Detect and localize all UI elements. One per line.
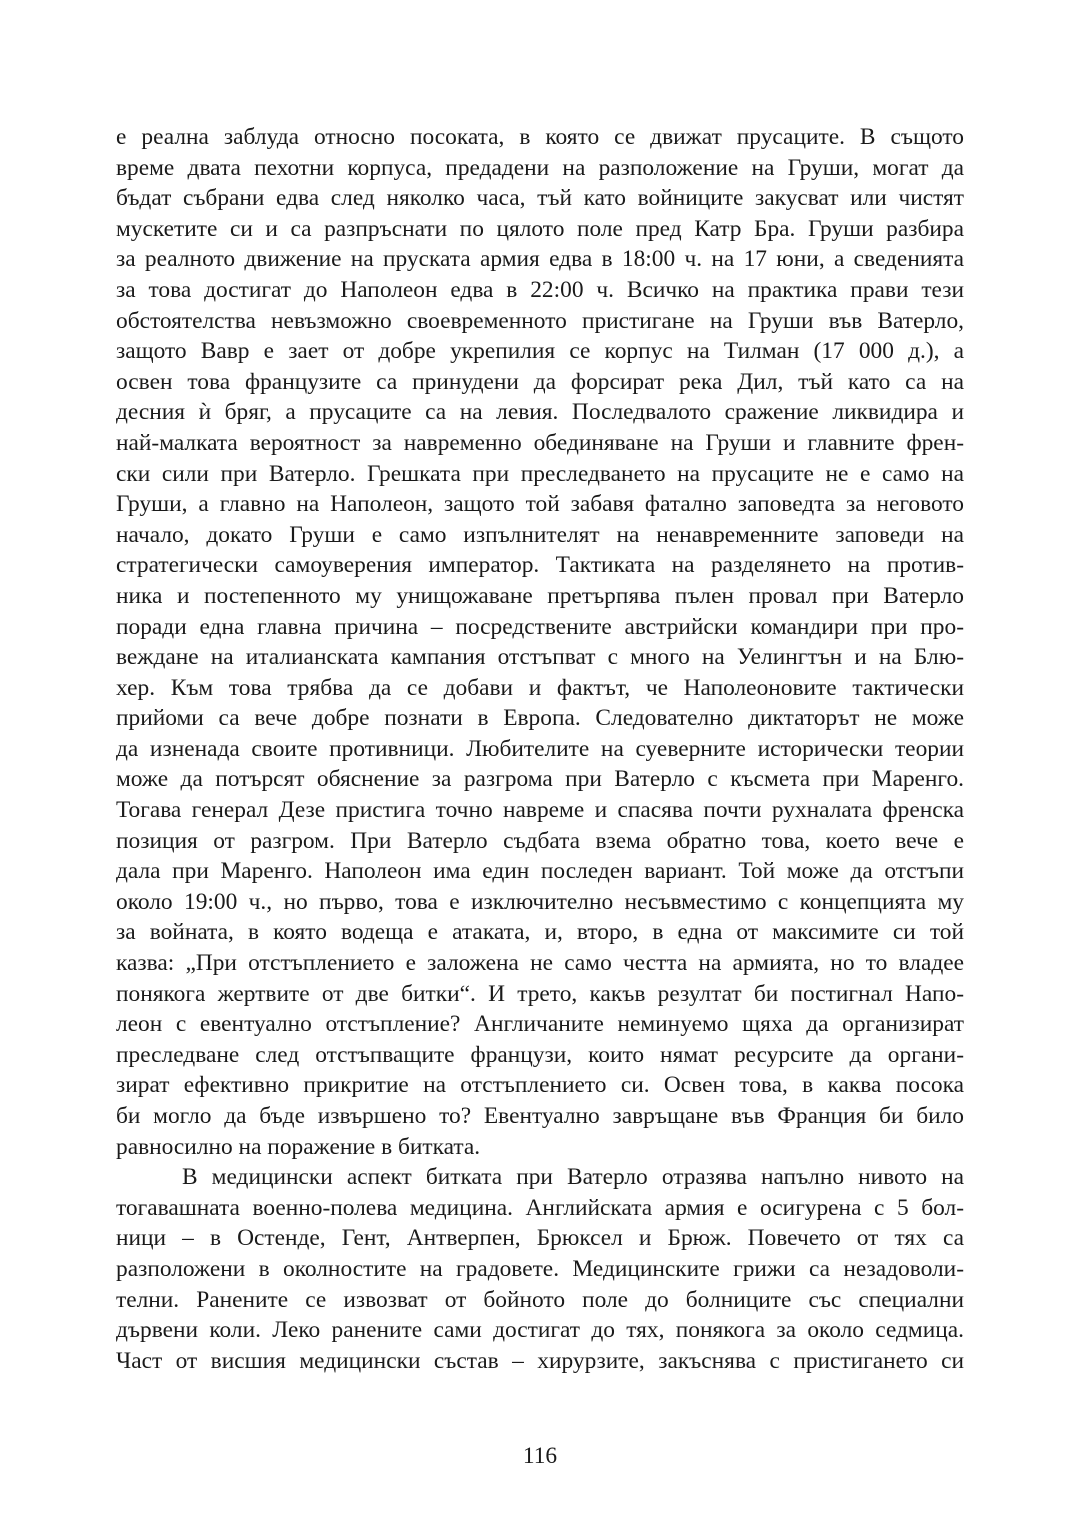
text-line: за това достигат до Наполеон едва в 22:00 ч. Всичко на практика прави тези — [116, 276, 964, 303]
text-line: преследване след отстъпващите французи, които нямат ресурсите да органи- — [116, 1041, 964, 1068]
text-line: понякога жертвите от две битки“. И трето, какъв резултат би постигнал Напо- — [116, 980, 964, 1007]
text-line: ници – в Остенде, Гент, Антверпен, Брюксел и Брюж. Повечето от тях са — [116, 1225, 964, 1252]
text-line: веждане на италианската кампания отстъпват с много на Уелингтън и на Блю- — [116, 644, 964, 671]
text-line: обстоятелства невъзможно своевременното пристигане на Груши във Ватерло, — [116, 307, 964, 334]
paragraph-2 — [116, 1162, 964, 1376]
text-line: дала при Маренго. Наполеон има един последен вариант. Той може да отстъпи — [116, 858, 964, 885]
text-line: защото Вавр е зает от добре укрепилия се корпус на Тилман (17 000 д.), а — [116, 338, 964, 365]
text-line: би могло да бъде извършено то? Евентуално завръщане във Франция би било — [116, 1103, 964, 1129]
text-line: позиция от разгром. При Ватерло съдбата взема обратно това, което вече е — [116, 827, 964, 854]
text-line: десния ѝ бряг, а прусаците са на левия. Последвалото сражение ликвидира и — [116, 399, 964, 426]
text-line: равносилно на поражение в битката. — [116, 1133, 481, 1160]
text-line: прийоми са вече добре познати в Европа. Следователно диктаторът не може — [116, 705, 964, 732]
text-line: за реалното движение на пруската армия едва в 18:00 ч. на 17 юни, а сведенията — [116, 246, 964, 273]
text-line: Груши, а главно на Наполеон, защото той забавя фатално заповедта за неговото — [116, 491, 964, 518]
page-body — [116, 122, 964, 1376]
text-line: Част от висшия медицински състав – хирурзите, закъснява с пристигането си — [116, 1347, 964, 1374]
text-line: В медицински аспект битката при Ватерло отразява напълно нивото на — [182, 1164, 964, 1191]
text-line: време двата пехотни корпуса, предадени на разположение на Груши, могат да — [116, 154, 964, 181]
page-number: 116 — [522, 1443, 558, 1469]
text-line: поради една главна причина – посредствените австрийски командири при про- — [116, 613, 964, 640]
text-line: разположени в околностите на градовете. Медицинските грижи са незадоволи- — [116, 1255, 964, 1282]
paragraph-1 — [116, 122, 964, 1162]
text-line: дървени коли. Леко ранените сами достигат до тях, понякога за около седмица. — [116, 1317, 964, 1344]
text-line: хер. Към това трябва да се добави и фактът, че Наполеоновите тактически — [116, 674, 964, 701]
text-line: телни. Ранените се извозват от бойното поле до болниците със специални — [116, 1286, 964, 1313]
text-line: ски сили при Ватерло. Грешката при преследването на прусаците не е само на — [116, 460, 964, 487]
text-line: освен това французите са принудени да форсират река Дил, тъй като са на — [116, 368, 964, 395]
text-line: тогавашната военно-полева медицина. Английската армия е осигурена с 5 бол- — [116, 1194, 964, 1221]
text-line: начало, докато Груши е само изпълнителят на ненавременните заповеди на — [116, 521, 964, 548]
text-line: Тогава генерал Дезе пристига точно навреме и спасява почти рухналата френска — [116, 797, 964, 824]
text-line: леон с евентуално отстъпление? Англичаните неминуемо щяха да организират — [116, 1011, 964, 1038]
text-line: може да потърсят обяснение за разгрома при Ватерло с късмета при Маренго. — [116, 766, 964, 793]
text-line: зират ефективно прикритие на отстъплението си. Освен това, в каква посока — [116, 1072, 964, 1099]
text-line: ника и постепенното му унищожаване претърпява пълен провал при Ватерло — [116, 582, 964, 609]
text-line: около 19:00 ч., но първо, това е изключително несъвместимо с концепцията му — [116, 888, 964, 915]
text-line: най-малката вероятност за навременно обединяване на Груши и главните френ- — [116, 429, 964, 456]
text-line: стратегически самоуверения император. Тактиката на разделянето на против- — [116, 552, 964, 579]
text-line: бъдат събрани едва след няколко часа, тъй като войниците закусват или чистят — [116, 185, 964, 212]
text-line: за войната, в която водеща е атаката, и, второ, в една от максимите си той — [116, 919, 964, 946]
text-line: е реална заблуда относно посоката, в която се движат прусаците. В същото — [116, 124, 964, 150]
text-line: казва: „При отстъплението е заложена не само честта на армията, но то владее — [116, 950, 964, 977]
text-line: да изненада своите противници. Любителите на суеверните исторически теории — [116, 735, 964, 762]
text-line: мускетите си и са разпръснати по цялото поле пред Катр Бра. Груши разбира — [116, 215, 964, 242]
